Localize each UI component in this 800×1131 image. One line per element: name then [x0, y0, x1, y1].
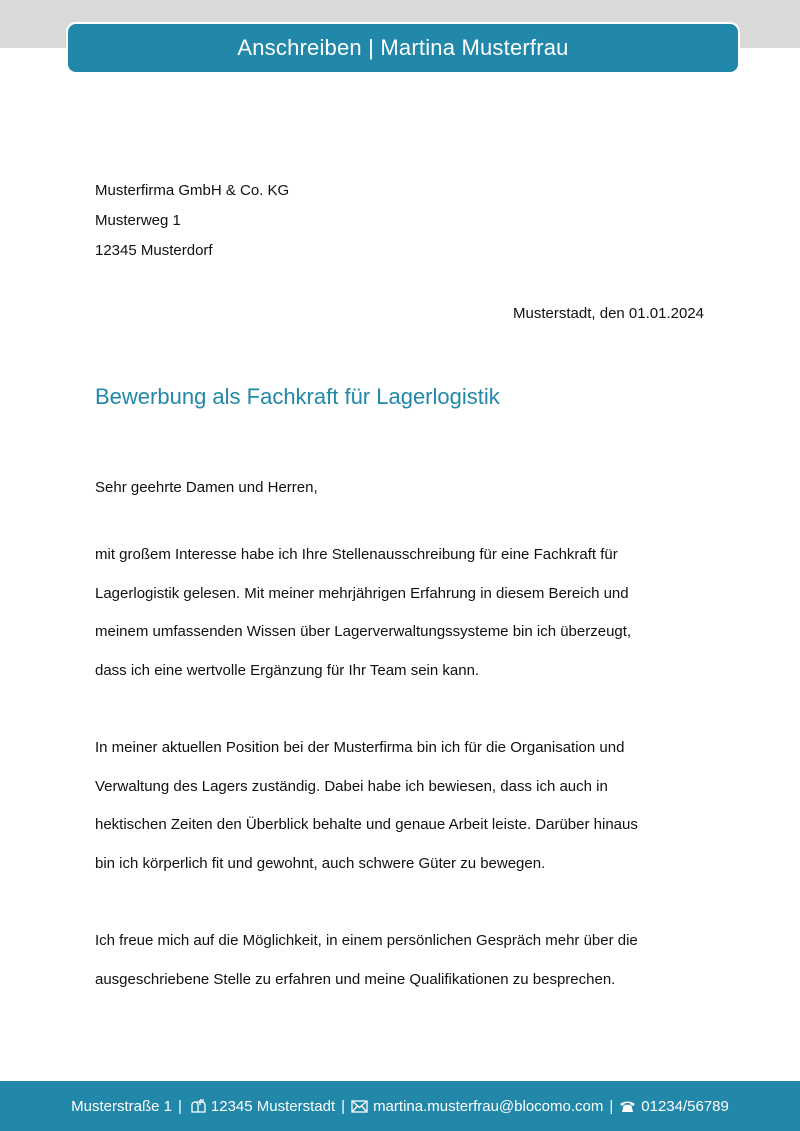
- salutation: Sehr geehrte Damen und Herren,: [95, 479, 318, 496]
- paragraph-1: [95, 543, 705, 698]
- date-line: Musterstadt, den 01.01.2024: [513, 305, 704, 322]
- footer-separator: |: [341, 1097, 346, 1115]
- paragraph-line: hektischen Zeiten den Überblick behalte und genaue Arbeit leiste. Darüber hinaus: [95, 816, 638, 834]
- footer-separator: |: [178, 1097, 182, 1115]
- recipient-company: Musterfirma GmbH & Co. KG: [95, 182, 290, 199]
- paragraph-line: mit großem Interesse habe ich Ihre Stellenausschreibung für eine Fachkraft für: [95, 546, 618, 563]
- paragraph-line: Verwaltung des Lagers zuständig. Dabei habe ich bewiesen, dass ich auch in: [95, 777, 608, 795]
- header-bar: [68, 24, 738, 72]
- paragraph-line: Lagerlogistik gelesen. Mit meiner mehrjährigen Erfahrung in diesem Bereich und: [95, 584, 629, 602]
- paragraph-line: Ich freue mich auf die Möglichkeit, in einem persönlichen Gespräch mehr über die: [95, 932, 638, 949]
- paragraph-3: [95, 929, 705, 1006]
- paragraph-line: bin ich körperlich fit und gewohnt, auch schwere Güter zu bewegen.: [95, 855, 546, 873]
- envelope-icon: [351, 1100, 368, 1113]
- recipient-address: [95, 176, 289, 266]
- recipient-street: Musterweg 1: [95, 212, 181, 229]
- footer-phone[interactable]: 01234/56789: [641, 1097, 729, 1115]
- mailbox-icon: [188, 1099, 206, 1113]
- phone-icon: [619, 1100, 636, 1113]
- paragraph-2: [95, 736, 705, 891]
- paragraph-line: meinem umfassenden Wissen über Lagerverwaltungssysteme bin ich überzeugt,: [95, 623, 632, 641]
- footer-email[interactable]: martina.musterfrau@blocomo.com: [373, 1097, 604, 1115]
- paragraph-line: ausgeschriebene Stelle zu erfahren und meine Qualifikationen zu besprechen.: [95, 970, 616, 988]
- footer-separator: |: [609, 1097, 614, 1115]
- page-title: Anschreiben | Martina Musterfrau: [237, 35, 569, 60]
- paragraph-line: dass ich eine wertvolle Ergänzung für Ihr Team sein kann.: [95, 662, 480, 680]
- paragraph-line: In meiner aktuellen Position bei der Musterfirma bin ich für die Organisation und: [95, 739, 625, 756]
- recipient-city: 12345 Musterdorf: [95, 242, 213, 259]
- footer-city: 12345 Musterstadt: [210, 1097, 336, 1115]
- footer-street: Musterstraße 1: [71, 1097, 172, 1115]
- subject-heading: Bewerbung als Fachkraft für Lagerlogistik: [95, 384, 500, 409]
- footer-contact-bar: [0, 1081, 800, 1131]
